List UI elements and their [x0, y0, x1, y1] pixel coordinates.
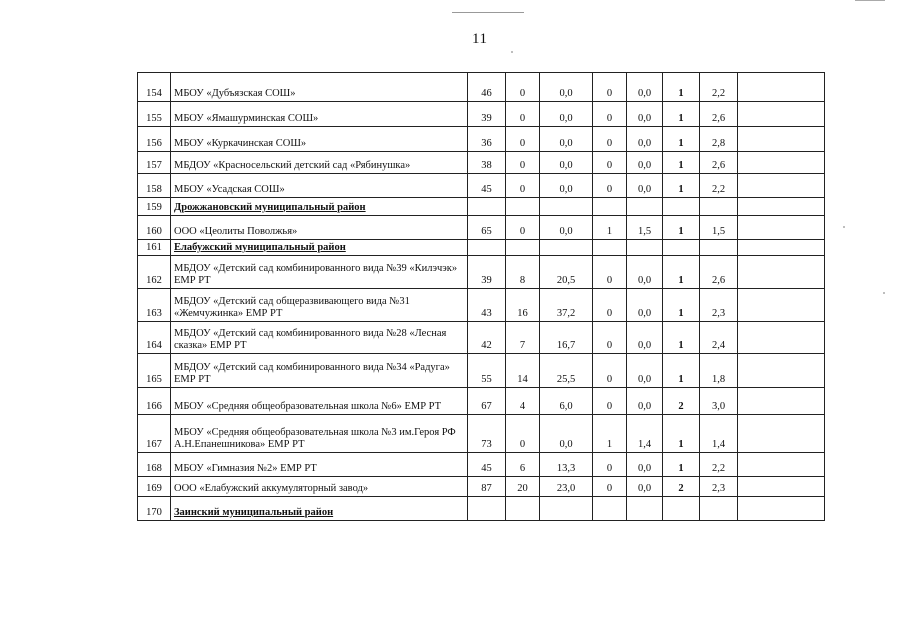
- value-cell-c1: 43: [468, 289, 506, 322]
- value-cell-c2: [506, 198, 540, 216]
- value-cell-c1: 65: [468, 216, 506, 240]
- organization-name: Елабужский муниципальный район: [171, 240, 468, 256]
- value-cell-c5: 0,0: [627, 174, 663, 198]
- value-cell-c3: 0,0: [540, 73, 593, 102]
- value-cell-c5: 0,0: [627, 102, 663, 127]
- empty-cell: [738, 477, 825, 497]
- value-cell-c3: 0,0: [540, 415, 593, 453]
- empty-cell: [738, 152, 825, 174]
- value-cell-c5: 0,0: [627, 73, 663, 102]
- value-cell-c3: 0,0: [540, 127, 593, 152]
- value-cell-c6: 1: [663, 453, 700, 477]
- empty-cell: [738, 453, 825, 477]
- row-number: 155: [138, 102, 171, 127]
- value-cell-c4: 1: [593, 216, 627, 240]
- value-cell-c3: 23,0: [540, 477, 593, 497]
- value-cell-c2: 0: [506, 152, 540, 174]
- value-cell-c6: 1: [663, 289, 700, 322]
- organization-name: МБДОУ «Детский сад комбинированного вида №34 «Радуга» ЕМР РТ: [171, 354, 468, 388]
- value-cell-c5: 0,0: [627, 289, 663, 322]
- row-number: 162: [138, 256, 171, 289]
- table-row: [138, 415, 825, 453]
- value-cell-c1: 46: [468, 73, 506, 102]
- value-cell-c7: 2,3: [700, 477, 738, 497]
- value-cell-c1: 39: [468, 102, 506, 127]
- table-row: [138, 127, 825, 152]
- page-number: 11: [472, 31, 488, 47]
- row-number: 163: [138, 289, 171, 322]
- row-number: 159: [138, 198, 171, 216]
- value-cell-c3: 16,7: [540, 322, 593, 354]
- empty-cell: [738, 73, 825, 102]
- value-cell-c7: 1,4: [700, 415, 738, 453]
- organization-name: МБДОУ «Детский сад общеразвивающего вида №31 «Жемчужинка» ЕМР РТ: [171, 289, 468, 322]
- value-cell-c4: [593, 497, 627, 521]
- value-cell-c1: 39: [468, 256, 506, 289]
- value-cell-c4: 0: [593, 152, 627, 174]
- table-row: [138, 289, 825, 322]
- row-number: 157: [138, 152, 171, 174]
- value-cell-c1: 38: [468, 152, 506, 174]
- value-cell-c7: 2,3: [700, 289, 738, 322]
- organization-name: МБОУ «Куркачинская СОШ»: [171, 127, 468, 152]
- value-cell-c2: 20: [506, 477, 540, 497]
- value-cell-c7: 2,2: [700, 174, 738, 198]
- value-cell-c7: 1,5: [700, 216, 738, 240]
- value-cell-c3: [540, 240, 593, 256]
- organization-name: ООО «Елабужский аккумуляторный завод»: [171, 477, 468, 497]
- value-cell-c4: 0: [593, 174, 627, 198]
- value-cell-c5: [627, 198, 663, 216]
- value-cell-c6: [663, 497, 700, 521]
- empty-cell: [738, 102, 825, 127]
- value-cell-c1: 73: [468, 415, 506, 453]
- value-cell-c4: 0: [593, 322, 627, 354]
- row-number: 161: [138, 240, 171, 256]
- value-cell-c3: [540, 497, 593, 521]
- empty-cell: [738, 216, 825, 240]
- table-row: [138, 256, 825, 289]
- value-cell-c7: 1,8: [700, 354, 738, 388]
- value-cell-c2: 6: [506, 453, 540, 477]
- organization-name: Заинский муниципальный район: [171, 497, 468, 521]
- value-cell-c7: 2,2: [700, 453, 738, 477]
- value-cell-c7: 3,0: [700, 388, 738, 415]
- organization-name: МБОУ «Средняя общеобразовательная школа №6» ЕМР РТ: [171, 388, 468, 415]
- table-row: [138, 73, 825, 102]
- empty-cell: [738, 127, 825, 152]
- value-cell-c1: 67: [468, 388, 506, 415]
- value-cell-c3: 13,3: [540, 453, 593, 477]
- value-cell-c1: [468, 240, 506, 256]
- value-cell-c6: 1: [663, 152, 700, 174]
- value-cell-c3: 25,5: [540, 354, 593, 388]
- row-number: 165: [138, 354, 171, 388]
- organization-name: МБДОУ «Детский сад комбинированного вида №39 «Килэчэк» ЕМР РТ: [171, 256, 468, 289]
- scan-speck: [883, 292, 885, 294]
- value-cell-c5: [627, 497, 663, 521]
- value-cell-c4: 0: [593, 477, 627, 497]
- value-cell-c6: 1: [663, 174, 700, 198]
- value-cell-c6: [663, 240, 700, 256]
- empty-cell: [738, 256, 825, 289]
- table-row: [138, 388, 825, 415]
- value-cell-c2: 0: [506, 127, 540, 152]
- value-cell-c6: 1: [663, 322, 700, 354]
- value-cell-c2: 0: [506, 216, 540, 240]
- empty-cell: [738, 497, 825, 521]
- value-cell-c3: [540, 198, 593, 216]
- scan-speck: [843, 226, 845, 228]
- value-cell-c3: 20,5: [540, 256, 593, 289]
- value-cell-c2: 14: [506, 354, 540, 388]
- value-cell-c3: 37,2: [540, 289, 593, 322]
- value-cell-c2: 0: [506, 73, 540, 102]
- value-cell-c1: 42: [468, 322, 506, 354]
- row-number: 170: [138, 497, 171, 521]
- value-cell-c2: 8: [506, 256, 540, 289]
- value-cell-c7: 2,4: [700, 322, 738, 354]
- row-number: 169: [138, 477, 171, 497]
- value-cell-c4: 0: [593, 388, 627, 415]
- value-cell-c5: 0,0: [627, 354, 663, 388]
- value-cell-c4: 1: [593, 415, 627, 453]
- value-cell-c1: 36: [468, 127, 506, 152]
- header-rule: [452, 12, 524, 13]
- value-cell-c1: 45: [468, 174, 506, 198]
- value-cell-c6: 1: [663, 127, 700, 152]
- empty-cell: [738, 174, 825, 198]
- value-cell-c1: 87: [468, 477, 506, 497]
- empty-cell: [738, 354, 825, 388]
- value-cell-c1: 45: [468, 453, 506, 477]
- value-cell-c7: 2,6: [700, 102, 738, 127]
- value-cell-c2: 7: [506, 322, 540, 354]
- value-cell-c2: 4: [506, 388, 540, 415]
- value-cell-c6: 1: [663, 256, 700, 289]
- value-cell-c4: 0: [593, 289, 627, 322]
- value-cell-c5: 0,0: [627, 322, 663, 354]
- table-row: [138, 102, 825, 127]
- organization-name: МБОУ «Средняя общеобразовательная школа №3 им.Героя РФ А.Н.Епанешникова» ЕМР РТ: [171, 415, 468, 453]
- value-cell-c3: 0,0: [540, 216, 593, 240]
- organization-name: МБДОУ «Детский сад комбинированного вида №28 «Лесная сказка» ЕМР РТ: [171, 322, 468, 354]
- organization-name: ООО «Цеолиты Поволжья»: [171, 216, 468, 240]
- organization-name: МБОУ «Гимназия №2» ЕМР РТ: [171, 453, 468, 477]
- row-number: 167: [138, 415, 171, 453]
- value-cell-c1: 55: [468, 354, 506, 388]
- empty-cell: [738, 289, 825, 322]
- data-table: [137, 72, 825, 521]
- value-cell-c5: 0,0: [627, 477, 663, 497]
- table-row: [138, 477, 825, 497]
- value-cell-c4: [593, 198, 627, 216]
- value-cell-c2: 0: [506, 102, 540, 127]
- row-number: 166: [138, 388, 171, 415]
- value-cell-c1: [468, 497, 506, 521]
- table-row: [138, 354, 825, 388]
- value-cell-c5: 0,0: [627, 152, 663, 174]
- value-cell-c5: 0,0: [627, 127, 663, 152]
- value-cell-c4: 0: [593, 127, 627, 152]
- value-cell-c5: 0,0: [627, 256, 663, 289]
- value-cell-c5: 1,4: [627, 415, 663, 453]
- row-number: 164: [138, 322, 171, 354]
- row-number: 160: [138, 216, 171, 240]
- scan-corner-mark: [855, 0, 885, 1]
- value-cell-c1: [468, 198, 506, 216]
- row-number: 154: [138, 73, 171, 102]
- organization-name: МБОУ «Дубъязская СОШ»: [171, 73, 468, 102]
- organization-name: МБОУ «Усадская СОШ»: [171, 174, 468, 198]
- value-cell-c2: 0: [506, 174, 540, 198]
- value-cell-c7: 2,6: [700, 256, 738, 289]
- value-cell-c7: [700, 497, 738, 521]
- table-row: [138, 216, 825, 240]
- value-cell-c6: 1: [663, 415, 700, 453]
- value-cell-c5: 0,0: [627, 453, 663, 477]
- organization-name: Дрожжановский муниципальный район: [171, 198, 468, 216]
- table-row: [138, 322, 825, 354]
- value-cell-c3: 0,0: [540, 102, 593, 127]
- organization-name: МБОУ «Ямашурминская СОШ»: [171, 102, 468, 127]
- row-number: 168: [138, 453, 171, 477]
- value-cell-c6: 2: [663, 388, 700, 415]
- row-number: 158: [138, 174, 171, 198]
- value-cell-c4: 0: [593, 256, 627, 289]
- value-cell-c4: 0: [593, 453, 627, 477]
- section-header-row: [138, 240, 825, 256]
- value-cell-c7: 2,2: [700, 73, 738, 102]
- value-cell-c6: 1: [663, 102, 700, 127]
- value-cell-c7: [700, 198, 738, 216]
- value-cell-c6: 1: [663, 73, 700, 102]
- value-cell-c7: [700, 240, 738, 256]
- value-cell-c4: 0: [593, 73, 627, 102]
- table-row: [138, 152, 825, 174]
- value-cell-c2: [506, 497, 540, 521]
- section-header-row: [138, 198, 825, 216]
- section-header-row: [138, 497, 825, 521]
- scan-speck: [511, 51, 513, 53]
- table-row: [138, 174, 825, 198]
- empty-cell: [738, 198, 825, 216]
- value-cell-c2: 0: [506, 415, 540, 453]
- value-cell-c4: 0: [593, 102, 627, 127]
- table-row: [138, 453, 825, 477]
- value-cell-c5: 1,5: [627, 216, 663, 240]
- value-cell-c5: [627, 240, 663, 256]
- value-cell-c4: 0: [593, 354, 627, 388]
- row-number: 156: [138, 127, 171, 152]
- organization-name: МБДОУ «Красносельский детский сад «Рябинушка»: [171, 152, 468, 174]
- empty-cell: [738, 322, 825, 354]
- empty-cell: [738, 388, 825, 415]
- value-cell-c3: 0,0: [540, 152, 593, 174]
- value-cell-c3: 0,0: [540, 174, 593, 198]
- value-cell-c7: 2,8: [700, 127, 738, 152]
- value-cell-c6: 1: [663, 216, 700, 240]
- value-cell-c2: 16: [506, 289, 540, 322]
- empty-cell: [738, 415, 825, 453]
- value-cell-c7: 2,6: [700, 152, 738, 174]
- value-cell-c4: [593, 240, 627, 256]
- value-cell-c6: [663, 198, 700, 216]
- empty-cell: [738, 240, 825, 256]
- value-cell-c6: 1: [663, 354, 700, 388]
- value-cell-c5: 0,0: [627, 388, 663, 415]
- value-cell-c6: 2: [663, 477, 700, 497]
- value-cell-c3: 6,0: [540, 388, 593, 415]
- value-cell-c2: [506, 240, 540, 256]
